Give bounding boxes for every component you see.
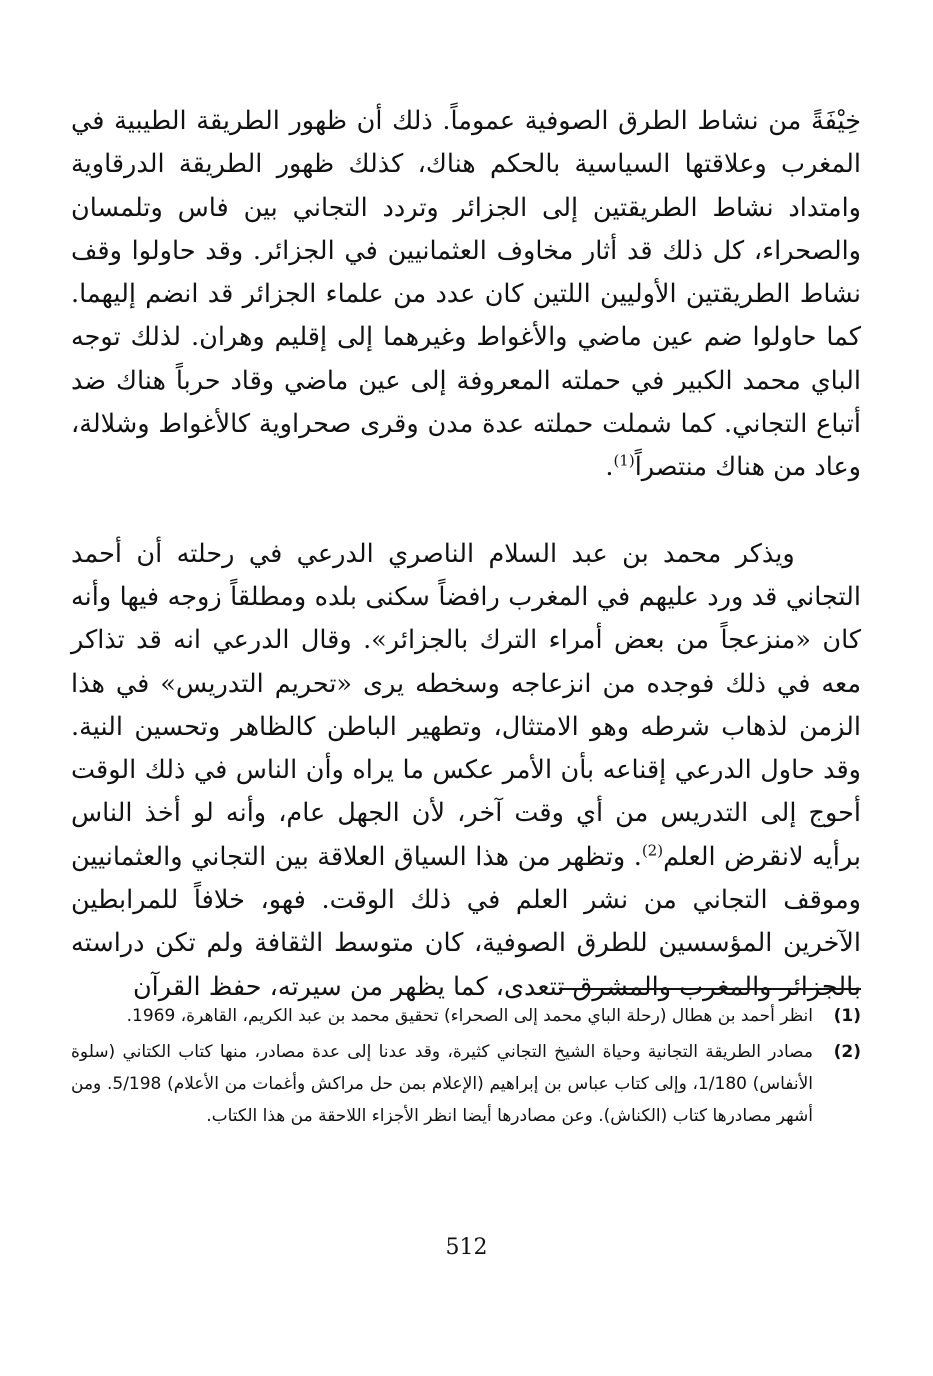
footnote-ref-1: (1) bbox=[613, 451, 635, 470]
footnote-text: مصادر الطريقة التجانية وحياة الشيخ التجاني كثيرة، وقد عدنا إلى عدة مصادر، منها كتاب الكتاني (سلوة الأنفاس) 1/180، وإلى كتاب عباس بن إبراهيم (الإعلام بمن حل مراكش وأغمات من الأعلام) 5/198. ومن أشهر مصادرها كتاب (الكناش). وعن مصادرها أيضا انظر الأجزاء اللاحقة من هذا الكتاب. bbox=[71, 1042, 813, 1126]
paragraph-1 bbox=[71, 100, 861, 490]
footnote-number: (2) bbox=[833, 1042, 861, 1062]
footnote-1 bbox=[71, 1000, 861, 1032]
paragraph-2-text: ويذكر محمد بن عبد السلام الناصري الدرعي في رحلته أن أحمد التجاني قد ورد عليهم في المغرب رافضاً سكنى بلده ومطلقاً زوجه فيها وأنه كان «منزعجاً من بعض أمراء الترك بالجزائر». وقال الدرعي انه قد تذاكر معه في ذلك فوجده من انزعاجه وسخطه يرى «تحريم التدريس» في هذا الزمن لذهاب شرطه وهو الامتثال، وتطهير الباطن كالظاهر وتحسين النية. وقد حاول الدرعي إقناعه بأن الأمر عكس ما يراه وأن الناس في ذلك الوقت أحوج إلى التدريس من أي وقت آخر، لأن الجهل عام، وأنه لو أخذ الناس برأيه لانقرض العلم bbox=[71, 538, 861, 872]
footnote-separator bbox=[559, 988, 861, 990]
paragraph-2 bbox=[71, 533, 861, 1009]
footnotes bbox=[71, 1000, 861, 1136]
footnote-text: انظر أحمد بن هطال (رحلة الباي محمد إلى الصحراء) تحقيق محمد بن عبد الكريم، القاهرة، 1969. bbox=[126, 1006, 813, 1026]
footnote-2 bbox=[71, 1036, 861, 1132]
main-text bbox=[71, 100, 861, 1009]
footnote-number: (1) bbox=[833, 1006, 861, 1026]
footnote-ref-2: (2) bbox=[641, 841, 664, 860]
paragraph-1-text: خِيْفَةً من نشاط الطرق الصوفية عموماً. ذلك أن ظهور الطريقة الطيبية في المغرب وعلاقتها السياسية بالحكم هناك، كذلك ظهور الطريقة الدرقاوية وامتداد نشاط الطريقتين إلى الجزائر وتردد التجاني بين فاس وتلمسان والصحراء، كل ذلك قد أثار مخاوف العثمانيين في الجزائر. وقد حاولوا وقف نشاط الطريقتين الأوليين اللتين كان عدد من علماء الجزائر قد انضم إليهما. كما حاولوا ضم عين ماضي والأغواط وغيرهما إلى إقليم وهران. لذلك توجه الباي محمد الكبير في حملته المعروفة إلى عين ماضي وقاد حرباً هناك ضد أتباع التجاني. كما شملت حملته عدة مدن وقرى صحراوية كالأغواط وشلالة، وعاد من هناك منتصراً bbox=[71, 106, 861, 483]
paragraph-1-end: . bbox=[605, 452, 614, 483]
page-number: 512 bbox=[445, 1235, 488, 1260]
paragraph-2-rest: . وتظهر من هذا السياق العلاقة بين التجاني والعثمانيين وموقف التجاني من نشر العلم في ذلك الوقت. فهو، خلافاً للمرابطين الآخرين المؤسسين للطرق الصوفية، كان متوسط الثقافة ولم تكن دراسته بالجزائر والمغرب والمشرق تتعدى، كما يظهر من سيرته، حفظ القرآن bbox=[71, 841, 861, 1002]
